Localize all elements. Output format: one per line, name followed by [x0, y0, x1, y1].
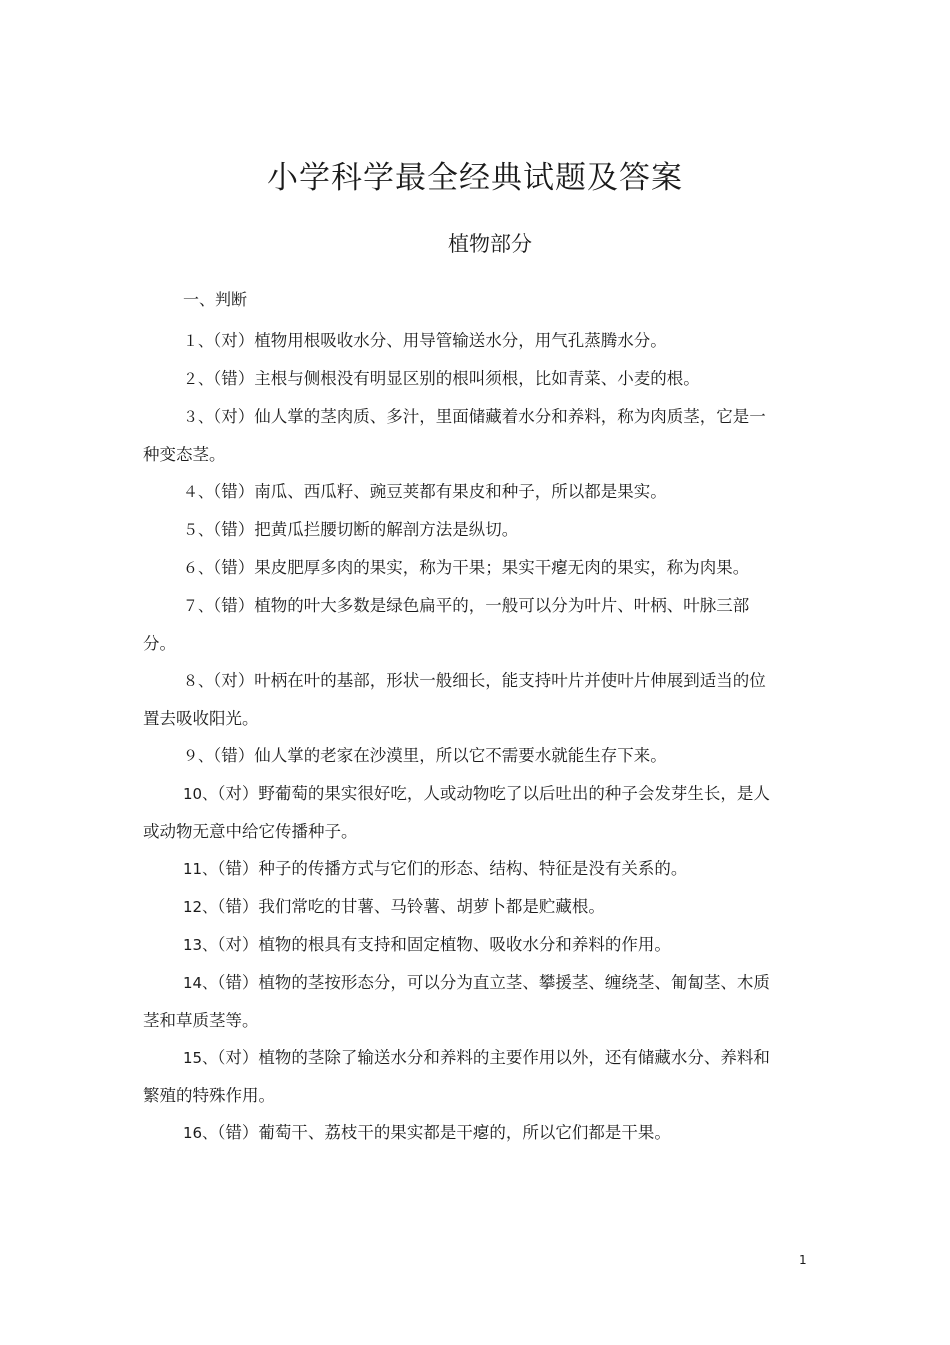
question-item	[143, 926, 775, 964]
question-number: 16、	[183, 1124, 218, 1142]
question-text: （错）植物的叶大多数是绿色扁平的，一般可以分为叶片、叶柄、叶脉三部分。	[143, 596, 750, 653]
question-item	[143, 737, 775, 775]
question-item	[143, 888, 775, 926]
question-number: 10、	[183, 785, 218, 803]
question-number: 15、	[183, 1049, 218, 1067]
question-item	[143, 511, 775, 549]
question-text: （错）南瓜、西瓜籽、豌豆荚都有果皮和种子，所以都是果实。	[213, 482, 667, 501]
question-item	[143, 549, 775, 587]
question-item	[143, 322, 775, 360]
question-text: （对）植物的根具有支持和固定植物、吸收水分和养料的作用。	[217, 935, 671, 954]
question-text: （对）叶柄在叶的基部，形状一般细长，能支持叶片并使叶片伸展到适当的位置去吸收阳光。	[143, 671, 766, 728]
question-number: ５、	[183, 521, 214, 539]
question-item	[143, 1039, 775, 1114]
question-text: （对）野葡萄的果实很好吃，人或动物吃了以后吐出的种子会发芽生长，是人或动物无意中给它传播种子。	[143, 784, 770, 841]
question-item	[143, 662, 775, 737]
question-text: （错）种子的传播方式与它们的形态、结构、特征是没有关系的。	[217, 859, 688, 878]
question-item	[143, 398, 775, 473]
question-number: ９、	[183, 747, 214, 765]
question-text: （对）植物的茎除了输送水分和养料的主要作用以外，还有储藏水分、养料和繁殖的特殊作用。	[143, 1048, 770, 1105]
question-number: ８、	[183, 672, 214, 690]
question-item	[143, 775, 775, 850]
question-number: ２、	[183, 370, 214, 388]
page-number: 1	[799, 1253, 807, 1267]
question-text: （错）植物的茎按形态分，可以分为直立茎、攀援茎、缠绕茎、匍匐茎、木质茎和草质茎等。	[143, 973, 770, 1030]
question-item	[143, 587, 775, 662]
question-text: （对）植物用根吸收水分、用导管输送水分，用气孔蒸腾水分。	[213, 331, 667, 350]
question-item	[143, 1114, 775, 1152]
section-subtitle: 植物部分	[448, 232, 532, 256]
question-number: １、	[183, 332, 214, 350]
question-text: （错）仙人掌的老家在沙漠里，所以它不需要水就能生存下来。	[213, 746, 667, 765]
question-item	[143, 360, 775, 398]
question-text: （错）果皮肥厚多肉的果实，称为干果；果实干瘪无肉的果实，称为肉果。	[213, 558, 750, 577]
question-text: （对）仙人掌的茎肉质、多汁，里面储藏着水分和养料，称为肉质茎，它是一种变态茎。	[143, 407, 766, 464]
question-item	[143, 473, 775, 511]
page-title: 小学科学最全经典试题及答案	[267, 160, 683, 196]
question-text: （错）我们常吃的甘薯、马铃薯、胡萝卜都是贮藏根。	[217, 897, 605, 916]
question-number: ６、	[183, 559, 214, 577]
question-text: （错）葡萄干、荔枝干的果实都是干瘪的，所以它们都是干果。	[217, 1123, 671, 1142]
question-item	[143, 850, 775, 888]
question-number: 14、	[183, 974, 218, 992]
question-number: 12、	[183, 898, 218, 916]
question-number: ４、	[183, 483, 214, 501]
question-list	[143, 322, 775, 1152]
section-heading: 一、判断	[183, 290, 248, 309]
question-item	[143, 964, 775, 1039]
question-text: （错）主根与侧根没有明显区别的根叫须根，比如青菜、小麦的根。	[213, 369, 700, 388]
question-number: 13、	[183, 936, 218, 954]
question-number: ３、	[183, 408, 214, 426]
question-number: ７、	[183, 597, 214, 615]
question-text: （错）把黄瓜拦腰切断的解剖方法是纵切。	[213, 520, 519, 539]
question-number: 11、	[183, 860, 218, 878]
